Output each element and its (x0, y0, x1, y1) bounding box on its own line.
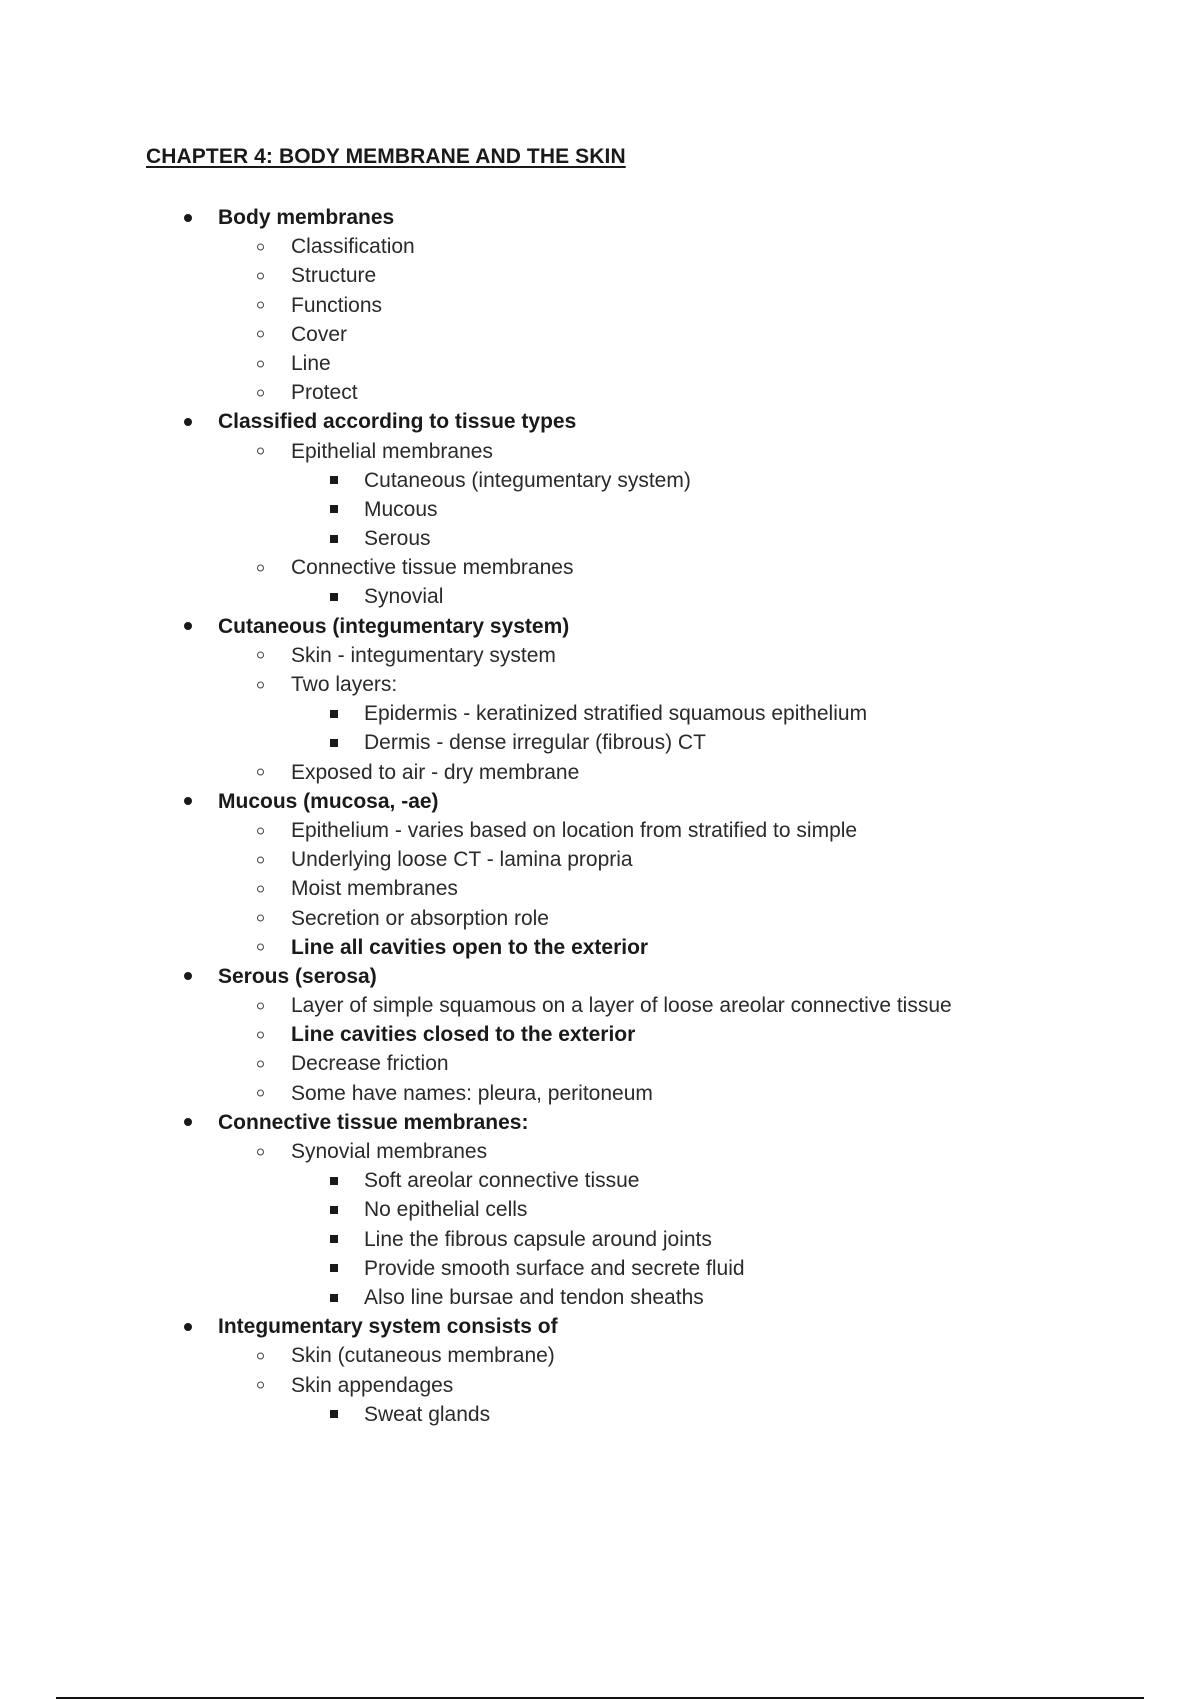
outline-item-level-1 (0, 407, 1200, 436)
hollow-circle-bullet-icon (257, 1061, 264, 1068)
outline-item-text: Synovial (364, 585, 444, 609)
hollow-circle-bullet-icon (257, 331, 264, 338)
hollow-circle-bullet-icon (257, 564, 264, 571)
outline-item-level-2 (0, 1137, 1200, 1166)
hollow-circle-bullet-icon (257, 915, 264, 922)
outline-item-text: Skin - integumentary system (291, 643, 556, 667)
filled-square-bullet-icon (330, 1206, 338, 1214)
hollow-circle-bullet-icon (257, 272, 264, 279)
outline-item-text: Classified according to tissue types (218, 410, 577, 434)
outline-item-level-2 (0, 758, 1200, 787)
outline-item-level-3 (0, 1283, 1200, 1312)
hollow-circle-bullet-icon (257, 1352, 264, 1359)
outline-item-text: Cutaneous (integumentary system) (364, 468, 691, 492)
outline-item-level-2 (0, 1371, 1200, 1400)
footer-divider (56, 1697, 1144, 1699)
outline-item-text: Layer of simple squamous on a layer of loose areolar connective tissue (291, 994, 952, 1018)
filled-circle-bullet-icon (184, 1323, 192, 1331)
outline-item-level-3 (0, 582, 1200, 611)
hollow-circle-bullet-icon (257, 1002, 264, 1009)
outline-item-text: Dermis - dense irregular (fibrous) CT (364, 731, 706, 755)
outline-item-level-2 (0, 378, 1200, 407)
outline-item-level-3 (0, 466, 1200, 495)
hollow-circle-bullet-icon (257, 944, 264, 951)
outline-item-text: Decrease friction (291, 1052, 449, 1076)
hollow-circle-bullet-icon (257, 856, 264, 863)
outline-item-text: Soft areolar connective tissue (364, 1169, 640, 1193)
outline-item-text: Line (291, 351, 331, 375)
hollow-circle-bullet-icon (257, 243, 264, 250)
outline-item-text: Underlying loose CT - lamina propria (291, 848, 633, 872)
outline-item-text: Also line bursae and tendon sheaths (364, 1285, 704, 1309)
hollow-circle-bullet-icon (257, 827, 264, 834)
hollow-circle-bullet-icon (257, 389, 264, 396)
outline-item-text: Moist membranes (291, 877, 458, 901)
outline-item-level-2 (0, 437, 1200, 466)
hollow-circle-bullet-icon (257, 1382, 264, 1389)
outline-item-text: Epidermis - keratinized stratified squamous epithelium (364, 702, 868, 726)
page-title: CHAPTER 4: BODY MEMBRANE AND THE SKIN (146, 145, 626, 168)
outline-item-text: Mucous (mucosa, -ae) (218, 789, 439, 813)
outline-item-level-3 (0, 1400, 1200, 1429)
outline-item-text: Line the fibrous capsule around joints (364, 1227, 712, 1251)
outline-item-text: Cutaneous (integumentary system) (218, 614, 570, 638)
hollow-circle-bullet-icon (257, 1090, 264, 1097)
outline-item-text: Cover (291, 322, 348, 346)
outline-item-level-2 (0, 349, 1200, 378)
outline-item-text: Epithelium - varies based on location from stratified to simple (291, 818, 858, 842)
outline-item-level-1 (0, 787, 1200, 816)
filled-square-bullet-icon (330, 1235, 338, 1243)
filled-circle-bullet-icon (184, 214, 192, 222)
outline-item-text: Structure (291, 264, 377, 288)
filled-circle-bullet-icon (184, 418, 192, 426)
outline-item-level-3 (0, 495, 1200, 524)
outline-item-level-3 (0, 1254, 1200, 1283)
outline-item-text: Mucous (364, 497, 438, 521)
filled-square-bullet-icon (330, 739, 338, 747)
outline-item-level-2 (0, 641, 1200, 670)
outline-item-text: Skin (cutaneous membrane) (291, 1344, 555, 1368)
hollow-circle-bullet-icon (257, 448, 264, 455)
outline-item-level-2 (0, 991, 1200, 1020)
filled-circle-bullet-icon (184, 622, 192, 630)
outline-item-level-1 (0, 612, 1200, 641)
outline-item-text: Serous (serosa) (218, 964, 377, 988)
outline-item-level-2 (0, 874, 1200, 903)
hollow-circle-bullet-icon (257, 302, 264, 309)
outline-item-level-1 (0, 1108, 1200, 1137)
outline-item-level-2 (0, 1049, 1200, 1078)
filled-square-bullet-icon (330, 1410, 338, 1418)
outline-item-level-2 (0, 320, 1200, 349)
outline-item-text: Synovial membranes (291, 1140, 488, 1163)
filled-square-bullet-icon (330, 476, 338, 484)
outline-item-text: Integumentary system consists of (218, 1315, 558, 1339)
outline-item-level-3 (0, 699, 1200, 728)
outline-item-level-2 (0, 232, 1200, 261)
outline-item-level-2 (0, 291, 1200, 320)
outline-item-text: Secretion or absorption role (291, 906, 549, 930)
outline-item-level-2 (0, 553, 1200, 582)
outline-item-text: Exposed to air - dry membrane (291, 760, 580, 784)
outline-item-level-1 (0, 962, 1200, 991)
outline-item-level-1 (0, 1312, 1200, 1341)
outline-item-level-2 (0, 816, 1200, 845)
outline-item-level-3 (0, 728, 1200, 757)
outline-item-text: Protect (291, 381, 358, 405)
hollow-circle-bullet-icon (257, 769, 264, 776)
outline-item-level-1 (0, 203, 1200, 232)
outline-item-text: Skin appendages (291, 1373, 454, 1397)
filled-square-bullet-icon (330, 1264, 338, 1272)
outline-item-level-3 (0, 524, 1200, 553)
hollow-circle-bullet-icon (257, 681, 264, 688)
outline-item-text: Connective tissue membranes (291, 556, 574, 580)
outline-item-text: Body membranes (218, 206, 395, 229)
outline-list (0, 203, 1200, 1429)
filled-square-bullet-icon (330, 505, 338, 513)
filled-square-bullet-icon (330, 535, 338, 543)
outline-item-level-3 (0, 1166, 1200, 1195)
filled-square-bullet-icon (330, 710, 338, 718)
outline-item-text: Provide smooth surface and secrete fluid (364, 1256, 745, 1280)
outline-item-level-2 (0, 1341, 1200, 1370)
outline-item-text: Some have names: pleura, peritoneum (291, 1081, 653, 1105)
filled-circle-bullet-icon (184, 1118, 192, 1126)
outline-item-text: Serous (364, 527, 431, 551)
hollow-circle-bullet-icon (257, 652, 264, 659)
outline-item-level-2 (0, 261, 1200, 290)
outline-item-level-2 (0, 845, 1200, 874)
outline-item-text: Classification (291, 235, 415, 259)
outline-item-text: Functions (291, 293, 383, 317)
outline-item-level-2 (0, 1079, 1200, 1108)
outline-item-level-2 (0, 670, 1200, 699)
outline-item-level-2 (0, 904, 1200, 933)
filled-square-bullet-icon (330, 1177, 338, 1185)
outline-item-text: Sweat glands (364, 1402, 491, 1426)
outline-item-level-2 (0, 1020, 1200, 1049)
outline-item-text: No epithelial cells (364, 1198, 528, 1222)
outline-item-text: Two layers: (291, 673, 398, 696)
outline-item-level-3 (0, 1225, 1200, 1254)
outline-item-level-3 (0, 1195, 1200, 1224)
filled-square-bullet-icon (330, 1294, 338, 1302)
outline-item-text: Epithelial membranes (291, 439, 493, 463)
outline-item-text: Connective tissue membranes: (218, 1110, 529, 1134)
outline-item-level-2 (0, 933, 1200, 962)
filled-circle-bullet-icon (184, 972, 192, 980)
hollow-circle-bullet-icon (257, 1031, 264, 1038)
filled-square-bullet-icon (330, 593, 338, 601)
hollow-circle-bullet-icon (257, 360, 264, 367)
filled-circle-bullet-icon (184, 797, 192, 805)
hollow-circle-bullet-icon (257, 1148, 264, 1155)
outline-item-text: Line all cavities open to the exterior (291, 935, 649, 959)
hollow-circle-bullet-icon (257, 885, 264, 892)
outline-item-text: Line cavities closed to the exterior (291, 1023, 636, 1047)
